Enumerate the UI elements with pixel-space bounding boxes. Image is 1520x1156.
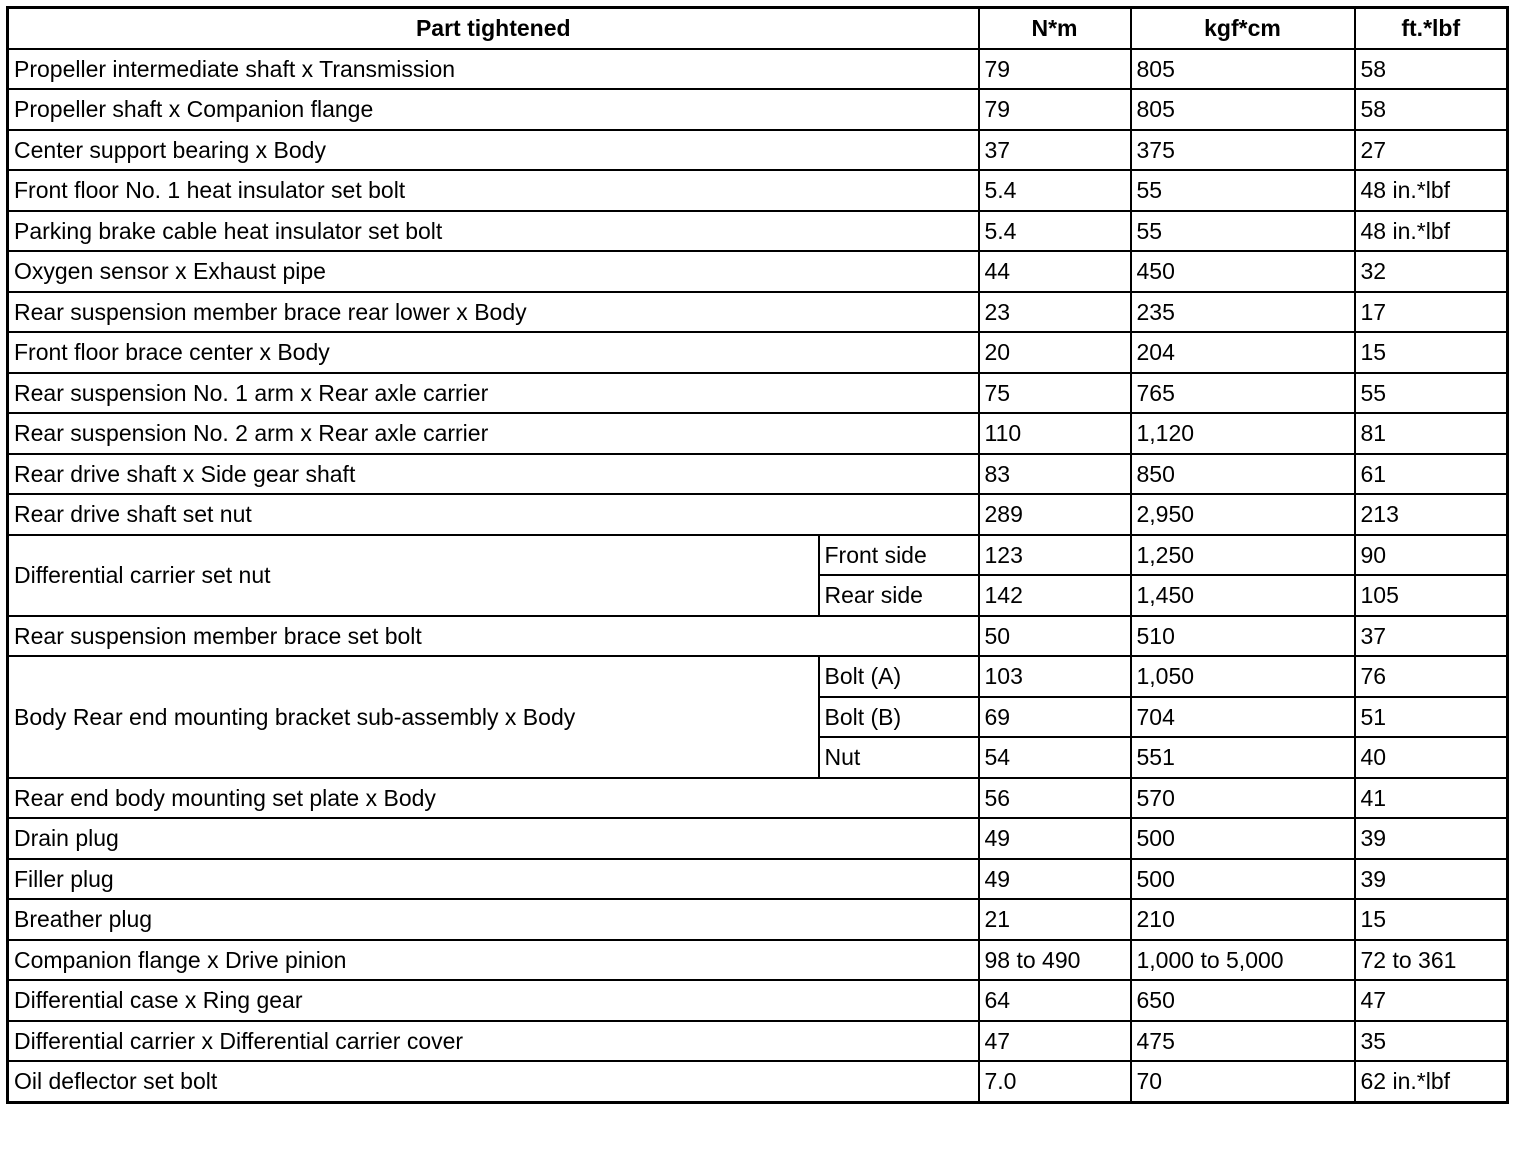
ft-lbf-value-cell: 105 <box>1355 575 1508 616</box>
table-row <box>8 454 1508 495</box>
nm-value-cell: 123 <box>979 535 1131 576</box>
table-row <box>8 292 1508 333</box>
part-name-cell: Breather plug <box>8 899 979 940</box>
ft-lbf-value-cell: 40 <box>1355 737 1508 778</box>
kgf-cm-value-cell: 1,120 <box>1131 413 1355 454</box>
kgf-cm-value-cell: 1,450 <box>1131 575 1355 616</box>
table-row <box>8 535 1508 576</box>
sub-part-cell: Nut <box>819 737 979 778</box>
part-name-cell: Rear suspension member brace set bolt <box>8 616 979 657</box>
torque-spec-table-wrapper <box>6 6 1509 1104</box>
kgf-cm-value-cell: 500 <box>1131 818 1355 859</box>
table-row <box>8 656 1508 697</box>
part-name-cell: Rear drive shaft set nut <box>8 494 979 535</box>
part-name-cell: Body Rear end mounting bracket sub-assembly x Body <box>8 656 819 778</box>
torque-spec-table <box>6 6 1509 1104</box>
ft-lbf-value-cell: 39 <box>1355 859 1508 900</box>
ft-lbf-value-cell: 48 in.*lbf <box>1355 211 1508 252</box>
kgf-cm-value-cell: 850 <box>1131 454 1355 495</box>
ft-lbf-value-cell: 35 <box>1355 1021 1508 1062</box>
kgf-cm-value-cell: 475 <box>1131 1021 1355 1062</box>
ft-lbf-value-cell: 90 <box>1355 535 1508 576</box>
ft-lbf-value-cell: 51 <box>1355 697 1508 738</box>
part-name-cell: Rear suspension No. 1 arm x Rear axle carrier <box>8 373 979 414</box>
ft-lbf-value-cell: 61 <box>1355 454 1508 495</box>
table-row <box>8 251 1508 292</box>
nm-value-cell: 44 <box>979 251 1131 292</box>
table-row <box>8 616 1508 657</box>
nm-value-cell: 7.0 <box>979 1061 1131 1102</box>
nm-value-cell: 54 <box>979 737 1131 778</box>
table-row <box>8 170 1508 211</box>
nm-value-cell: 47 <box>979 1021 1131 1062</box>
table-row <box>8 1021 1508 1062</box>
nm-value-cell: 37 <box>979 130 1131 171</box>
nm-value-cell: 75 <box>979 373 1131 414</box>
nm-value-cell: 56 <box>979 778 1131 819</box>
kgf-cm-value-cell: 55 <box>1131 211 1355 252</box>
kgf-cm-value-cell: 650 <box>1131 980 1355 1021</box>
header-ft-lbf: ft.*lbf <box>1355 8 1508 49</box>
ft-lbf-value-cell: 41 <box>1355 778 1508 819</box>
ft-lbf-value-cell: 47 <box>1355 980 1508 1021</box>
nm-value-cell: 49 <box>979 818 1131 859</box>
part-name-cell: Rear end body mounting set plate x Body <box>8 778 979 819</box>
ft-lbf-value-cell: 17 <box>1355 292 1508 333</box>
ft-lbf-value-cell: 15 <box>1355 332 1508 373</box>
nm-value-cell: 5.4 <box>979 211 1131 252</box>
part-name-cell: Differential case x Ring gear <box>8 980 979 1021</box>
header-kgf-cm: kgf*cm <box>1131 8 1355 49</box>
part-name-cell: Center support bearing x Body <box>8 130 979 171</box>
table-row <box>8 89 1508 130</box>
table-row <box>8 332 1508 373</box>
part-name-cell: Filler plug <box>8 859 979 900</box>
part-name-cell: Differential carrier set nut <box>8 535 819 616</box>
kgf-cm-value-cell: 551 <box>1131 737 1355 778</box>
ft-lbf-value-cell: 76 <box>1355 656 1508 697</box>
nm-value-cell: 79 <box>979 49 1131 90</box>
ft-lbf-value-cell: 37 <box>1355 616 1508 657</box>
nm-value-cell: 21 <box>979 899 1131 940</box>
nm-value-cell: 79 <box>979 89 1131 130</box>
sub-part-cell: Bolt (A) <box>819 656 979 697</box>
table-row <box>8 818 1508 859</box>
part-name-cell: Rear drive shaft x Side gear shaft <box>8 454 979 495</box>
nm-value-cell: 110 <box>979 413 1131 454</box>
sub-part-cell: Front side <box>819 535 979 576</box>
kgf-cm-value-cell: 1,050 <box>1131 656 1355 697</box>
nm-value-cell: 5.4 <box>979 170 1131 211</box>
table-body <box>8 49 1508 1103</box>
kgf-cm-value-cell: 500 <box>1131 859 1355 900</box>
kgf-cm-value-cell: 375 <box>1131 130 1355 171</box>
ft-lbf-value-cell: 213 <box>1355 494 1508 535</box>
ft-lbf-value-cell: 58 <box>1355 89 1508 130</box>
ft-lbf-value-cell: 32 <box>1355 251 1508 292</box>
part-name-cell: Propeller shaft x Companion flange <box>8 89 979 130</box>
ft-lbf-value-cell: 48 in.*lbf <box>1355 170 1508 211</box>
nm-value-cell: 83 <box>979 454 1131 495</box>
table-row <box>8 980 1508 1021</box>
kgf-cm-value-cell: 1,250 <box>1131 535 1355 576</box>
part-name-cell: Propeller intermediate shaft x Transmission <box>8 49 979 90</box>
kgf-cm-value-cell: 805 <box>1131 49 1355 90</box>
kgf-cm-value-cell: 570 <box>1131 778 1355 819</box>
header-part-tightened: Part tightened <box>8 8 979 49</box>
kgf-cm-value-cell: 510 <box>1131 616 1355 657</box>
kgf-cm-value-cell: 55 <box>1131 170 1355 211</box>
part-name-cell: Front floor brace center x Body <box>8 332 979 373</box>
part-name-cell: Companion flange x Drive pinion <box>8 940 979 981</box>
table-row <box>8 494 1508 535</box>
sub-part-cell: Rear side <box>819 575 979 616</box>
nm-value-cell: 50 <box>979 616 1131 657</box>
ft-lbf-value-cell: 81 <box>1355 413 1508 454</box>
kgf-cm-value-cell: 704 <box>1131 697 1355 738</box>
ft-lbf-value-cell: 55 <box>1355 373 1508 414</box>
table-row <box>8 49 1508 90</box>
part-name-cell: Rear suspension member brace rear lower x Body <box>8 292 979 333</box>
table-row <box>8 130 1508 171</box>
ft-lbf-value-cell: 58 <box>1355 49 1508 90</box>
kgf-cm-value-cell: 2,950 <box>1131 494 1355 535</box>
part-name-cell: Front floor No. 1 heat insulator set bolt <box>8 170 979 211</box>
header-nm: N*m <box>979 8 1131 49</box>
table-row <box>8 211 1508 252</box>
nm-value-cell: 23 <box>979 292 1131 333</box>
kgf-cm-value-cell: 1,000 to 5,000 <box>1131 940 1355 981</box>
nm-value-cell: 69 <box>979 697 1131 738</box>
kgf-cm-value-cell: 204 <box>1131 332 1355 373</box>
table-row <box>8 373 1508 414</box>
nm-value-cell: 142 <box>979 575 1131 616</box>
table-row <box>8 1061 1508 1102</box>
kgf-cm-value-cell: 765 <box>1131 373 1355 414</box>
ft-lbf-value-cell: 62 in.*lbf <box>1355 1061 1508 1102</box>
sub-part-cell: Bolt (B) <box>819 697 979 738</box>
part-name-cell: Oxygen sensor x Exhaust pipe <box>8 251 979 292</box>
header-row <box>8 8 1508 49</box>
nm-value-cell: 289 <box>979 494 1131 535</box>
table-row <box>8 940 1508 981</box>
ft-lbf-value-cell: 27 <box>1355 130 1508 171</box>
nm-value-cell: 64 <box>979 980 1131 1021</box>
nm-value-cell: 20 <box>979 332 1131 373</box>
part-name-cell: Oil deflector set bolt <box>8 1061 979 1102</box>
nm-value-cell: 98 to 490 <box>979 940 1131 981</box>
ft-lbf-value-cell: 39 <box>1355 818 1508 859</box>
table-row <box>8 899 1508 940</box>
kgf-cm-value-cell: 805 <box>1131 89 1355 130</box>
kgf-cm-value-cell: 450 <box>1131 251 1355 292</box>
part-name-cell: Parking brake cable heat insulator set bolt <box>8 211 979 252</box>
table-row <box>8 859 1508 900</box>
table-row <box>8 778 1508 819</box>
kgf-cm-value-cell: 235 <box>1131 292 1355 333</box>
part-name-cell: Differential carrier x Differential carrier cover <box>8 1021 979 1062</box>
ft-lbf-value-cell: 72 to 361 <box>1355 940 1508 981</box>
nm-value-cell: 103 <box>979 656 1131 697</box>
table-row <box>8 413 1508 454</box>
nm-value-cell: 49 <box>979 859 1131 900</box>
kgf-cm-value-cell: 70 <box>1131 1061 1355 1102</box>
part-name-cell: Drain plug <box>8 818 979 859</box>
ft-lbf-value-cell: 15 <box>1355 899 1508 940</box>
kgf-cm-value-cell: 210 <box>1131 899 1355 940</box>
part-name-cell: Rear suspension No. 2 arm x Rear axle carrier <box>8 413 979 454</box>
